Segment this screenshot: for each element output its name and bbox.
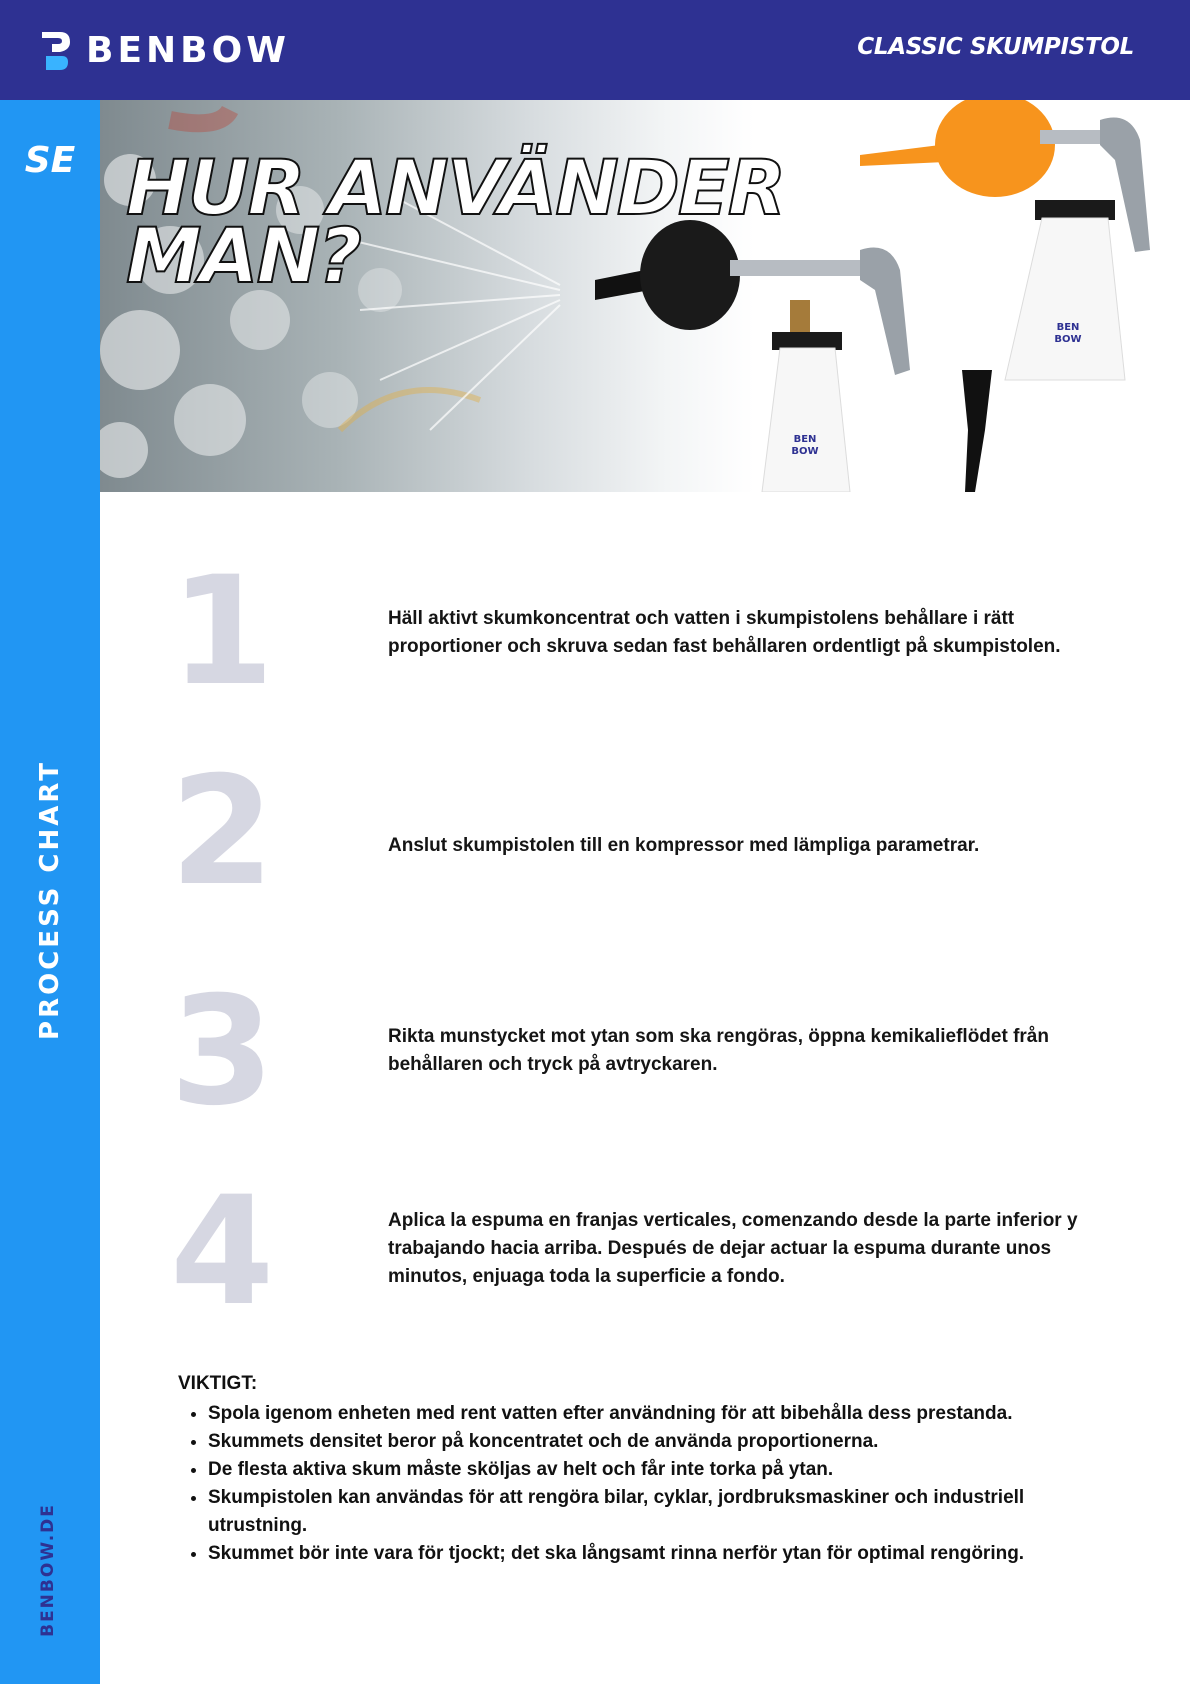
svg-text:BOW: BOW [791,446,819,457]
step-4 [100,1165,1190,1339]
svg-text:BEN: BEN [1056,322,1080,333]
brand-name: BENBOW [86,30,290,71]
step-1 [100,545,1190,719]
bottle-label-1: BEN [793,434,817,445]
hero-title [126,143,785,300]
list-item: • Skumpistolen kan användas för att rengöra bilar, cyklar, jordbruksmaskiner och industriell utrustning. [208,1484,1098,1540]
step-number: 1 [170,545,275,719]
step-2 [100,745,1190,919]
list-item: • Skummets densitet beror på koncentratet och de använda proportionerna. [208,1428,1098,1456]
list-item: • Skummet bör inte vara för tjockt; det ska långsamt rinna nerför ytan för optimal rengöring. [208,1540,1098,1568]
hero-title-line1: HUR ANVÄNDER [126,143,785,232]
step-text: Aplica la espuma en franjas verticales, comenzando desde la parte inferior y trabajando hacia arriba. Después de dejar actuar la espuma durante unos minutos, enjuaga toda la superficie a fondo. [388,1210,1078,1287]
step-number: 4 [170,1165,275,1339]
list-item: • De flesta aktiva skum måste sköljas av helt och får inte torka på ytan. [208,1456,1098,1484]
step-number: 3 [170,965,275,1139]
notes-list [178,1400,1098,1568]
important-notes [178,1370,1098,1568]
brand-logo[interactable] [38,26,290,74]
step-text: Häll aktivt skumkoncentrat och vatten i skumpistolens behållare i rätt proportioner och skruva sedan fast behållaren ordentligt på skumpistolen. [388,608,1061,657]
hero-banner [100,100,1190,492]
hero-title-line2: MAN? [126,211,361,300]
notes-title: VIKTIGT: [178,1373,258,1394]
sidebar-label: PROCESS CHART [35,760,65,1040]
website-link[interactable]: BENBOW.DE [38,1503,58,1637]
list-item: • Spola igenom enheten med rent vatten efter användning för att bibehålla dess prestanda. [208,1400,1098,1428]
document-title: CLASSIC SKUMPISTOL [857,34,1134,60]
benbow-logo-icon [38,26,78,74]
step-text: Rikta munstycket mot ytan som ska rengöras, öppna kemikalieflödet från behållaren och tryck på avtryckaren. [388,1026,1049,1075]
step-number: 2 [170,745,275,919]
language-code: SE [24,140,76,181]
svg-text:BOW: BOW [1054,334,1082,345]
header-bar [0,0,1190,100]
step-3 [100,965,1190,1139]
step-text: Anslut skumpistolen till en kompressor med lämpliga parametrar. [388,835,980,856]
